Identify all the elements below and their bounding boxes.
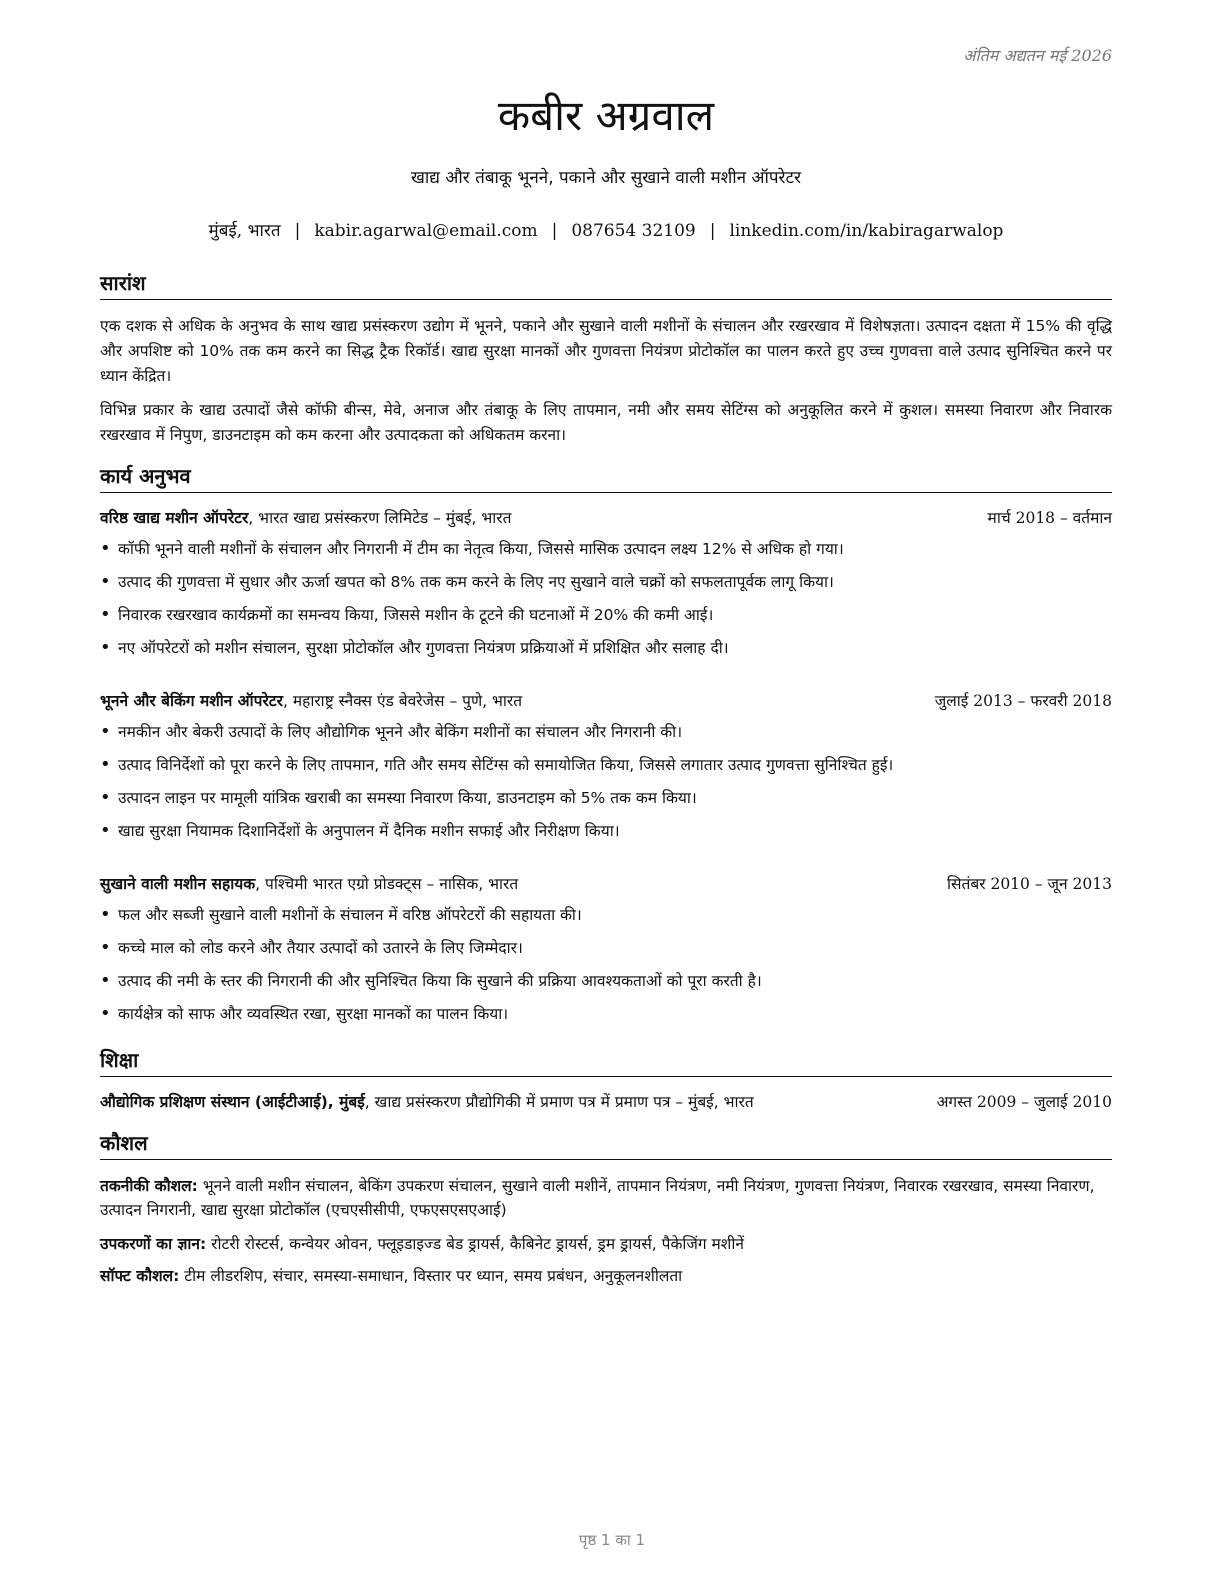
education-dates: अगस्त 2009 – जुलाई 2010 xyxy=(936,1093,1112,1111)
section-heading-experience: कार्य अनुभव xyxy=(100,463,1112,493)
job-title: वरिष्ठ खाद्य मशीन ऑपरेटर xyxy=(100,509,249,527)
candidate-name: कबीर अग्रवाल xyxy=(497,91,715,140)
list-item: • खाद्य सुरक्षा नियामक दिशानिर्देशों के अनुपालन में दैनिक मशीन सफाई और निरीक्षण किया। xyxy=(100,814,1112,847)
list-item: • कच्चे माल को लोड करने और तैयार उत्पादों को उतारने के लिए जिम्मेदार। xyxy=(100,931,1112,964)
contact-linkedin[interactable]: linkedin.com/in/kabiragarwalop xyxy=(729,221,1004,241)
job-header xyxy=(100,689,1112,713)
job-title-line xyxy=(100,872,518,896)
list-item: • उत्पाद विनिर्देशों को पूरा करने के लिए तापमान, गति और समय सेटिंग्स को समायोजित किया, जिससे लगातार उत्पाद गुणवत्ता सुनिश्चित हुई। xyxy=(100,748,1112,781)
section-heading-summary: सारांश xyxy=(100,270,1112,300)
education-line xyxy=(100,1090,754,1114)
section-heading-skills: कौशल xyxy=(100,1130,1112,1160)
summary-paragraph-1: एक दशक से अधिक के अनुभव के साथ खाद्य प्रसंस्करण उद्योग में भूनने, पकाने और सुखाने वाली मशीनों के संचालन और रखरखाव में विशेषज्ञता। उत्पादन दक्षता में 15% की वृद्धि और अपशिष्ट को 10% तक कम करने का सिद्ध ट्रैक रिकॉर्ड। खाद्य सुरक्षा मानकों और गुणवत्ता नियंत्रण प्रोटोकॉल का पालन करते हुए उच्च गुणवत्ता वाले उत्पाद सुनिश्चित करने पर ध्यान केंद्रित। xyxy=(100,317,1113,385)
skill-text: टीम लीडरशिप, संचार, समस्या-समाधान, विस्तार पर ध्यान, समय प्रबंधन, अनुकूलनशीलता xyxy=(179,1267,683,1285)
skill-equipment xyxy=(100,1232,1112,1256)
job-org: , महाराष्ट्र स्नैक्स एंड बेवरेजेस – पुणे, भारत xyxy=(282,692,523,710)
education-school: औद्योगिक प्रशिक्षण संस्थान (आईटीआई), मुंबई xyxy=(100,1093,365,1111)
separator: | xyxy=(709,221,716,241)
list-item: • कॉफी भूनने वाली मशीनों के संचालन और निगरानी में टीम का नेतृत्व किया, जिससे मासिक उत्पादन लक्ष्य 12% से अधिक हो गया। xyxy=(100,532,1112,565)
skill-label: सॉफ्ट कौशल: xyxy=(100,1267,180,1285)
job-header xyxy=(100,872,1112,896)
separator: | xyxy=(294,221,301,241)
education-entry xyxy=(100,1090,1112,1114)
skill-label: तकनीकी कौशल: xyxy=(100,1177,198,1195)
list-item: • नमकीन और बेकरी उत्पादों के लिए औद्योगिक भूनने और बेकिंग मशीनों का संचालन और निगरानी की। xyxy=(100,715,1112,748)
list-item: • निवारक रखरखाव कार्यक्रमों का समन्वय किया, जिससे मशीन के टूटने की घटनाओं में 20% की कमी आई। xyxy=(100,598,1112,631)
list-item: • उत्पादन लाइन पर मामूली यांत्रिक खराबी का समस्या निवारण किया, डाउनटाइम को 5% तक कम किया। xyxy=(100,781,1112,814)
section-heading-education: शिक्षा xyxy=(100,1047,1112,1077)
education-detail: , खाद्य प्रसंस्करण प्रौद्योगिकी में प्रमाण पत्र में प्रमाण पत्र – मुंबई, भारत xyxy=(364,1093,754,1111)
job-dates: मार्च 2018 – वर्तमान xyxy=(987,509,1112,527)
job-title-line xyxy=(100,689,522,713)
job-org: , पश्चिमी भारत एग्रो प्रोडक्ट्स – नासिक, भारत xyxy=(255,875,519,893)
skill-label: उपकरणों का ज्ञान: xyxy=(100,1235,207,1253)
skill-soft xyxy=(100,1264,1112,1288)
job-title-line xyxy=(100,506,511,530)
contact-email[interactable]: kabir.agarwal@email.com xyxy=(314,221,538,241)
skill-technical xyxy=(100,1174,1112,1222)
contact-line xyxy=(100,218,1112,244)
job-bullets xyxy=(100,898,1112,1030)
job-dates: जुलाई 2013 – फरवरी 2018 xyxy=(934,692,1112,710)
list-item: • उत्पाद की गुणवत्ता में सुधार और ऊर्जा खपत को 8% तक कम करने के लिए नए सुखाने वाले चक्रों को सफलतापूर्वक लागू किया। xyxy=(100,565,1112,598)
list-item: • फल और सब्जी सुखाने वाली मशीनों के संचालन में वरिष्ठ ऑपरेटरों की सहायता की। xyxy=(100,898,1112,931)
skill-text: रोटरी रोस्टर्स, कन्वेयर ओवन, फ्लूइडाइज्ड बेड ड्रायर्स, कैबिनेट ड्रायर्स, ड्रम ड्रायर्स, पैकेजिंग मशीनें xyxy=(206,1235,744,1253)
job-title: सुखाने वाली मशीन सहायक xyxy=(100,875,256,893)
list-item: • उत्पाद की नमी के स्तर की निगरानी की और सुनिश्चित किया कि सुखाने की प्रक्रिया आवश्यकताओं को पूरा करती है। xyxy=(100,964,1112,997)
list-item: • कार्यक्षेत्र को साफ और व्यवस्थित रखा, सुरक्षा मानकों का पालन किया। xyxy=(100,997,1112,1030)
list-item: • नए ऑपरेटरों को मशीन संचालन, सुरक्षा प्रोटोकॉल और गुणवत्ता नियंत्रण प्रक्रियाओं में प्रशिक्षित और सलाह दी। xyxy=(100,631,1112,664)
contact-location: मुंबई, भारत xyxy=(208,221,281,241)
candidate-role: खाद्य और तंबाकू भूनने, पकाने और सुखाने वाली मशीन ऑपरेटर xyxy=(410,168,802,188)
job-dates: सितंबर 2010 – जून 2013 xyxy=(947,875,1112,893)
job-title: भूनने और बेकिंग मशीन ऑपरेटर xyxy=(100,692,283,710)
resume-page xyxy=(100,0,1112,1584)
job-org: , भारत खाद्य प्रसंस्करण लिमिटेड – मुंबई, भारत xyxy=(248,509,512,527)
job-bullets xyxy=(100,715,1112,847)
skill-text: भूनने वाली मशीन संचालन, बेकिंग उपकरण संचालन, सुखाने वाली मशीनें, तापमान नियंत्रण, नमी नियंत्रण, गुणवत्ता नियंत्रण, निवारक रखरखाव, समस्या निवारण, उत्पादन निगरानी, खाद्य सुरक्षा प्रोटोकॉल (एचएसीसीपी, एफएसएसएआई) xyxy=(100,1177,1095,1219)
job-bullets xyxy=(100,532,1112,664)
last-updated: अंतिम अद्यतन मई 2026 xyxy=(963,46,1112,65)
page-number: पृष्ठ 1 का 1 xyxy=(578,1531,646,1549)
job-header xyxy=(100,506,1112,530)
contact-phone: 087654 32109 xyxy=(571,221,696,241)
separator: | xyxy=(551,221,558,241)
summary-paragraph-2: विभिन्न प्रकार के खाद्य उत्पादों जैसे कॉफी बीन्स, मेवे, अनाज और तंबाकू के लिए तापमान, नमी और समय सेटिंग्स को अनुकूलित करने में कुशल। समस्या निवारण और निवारक रखरखाव में निपुण, डाउनटाइम को कम करना और उत्पादकता को अधिकतम करना। xyxy=(100,401,1112,444)
